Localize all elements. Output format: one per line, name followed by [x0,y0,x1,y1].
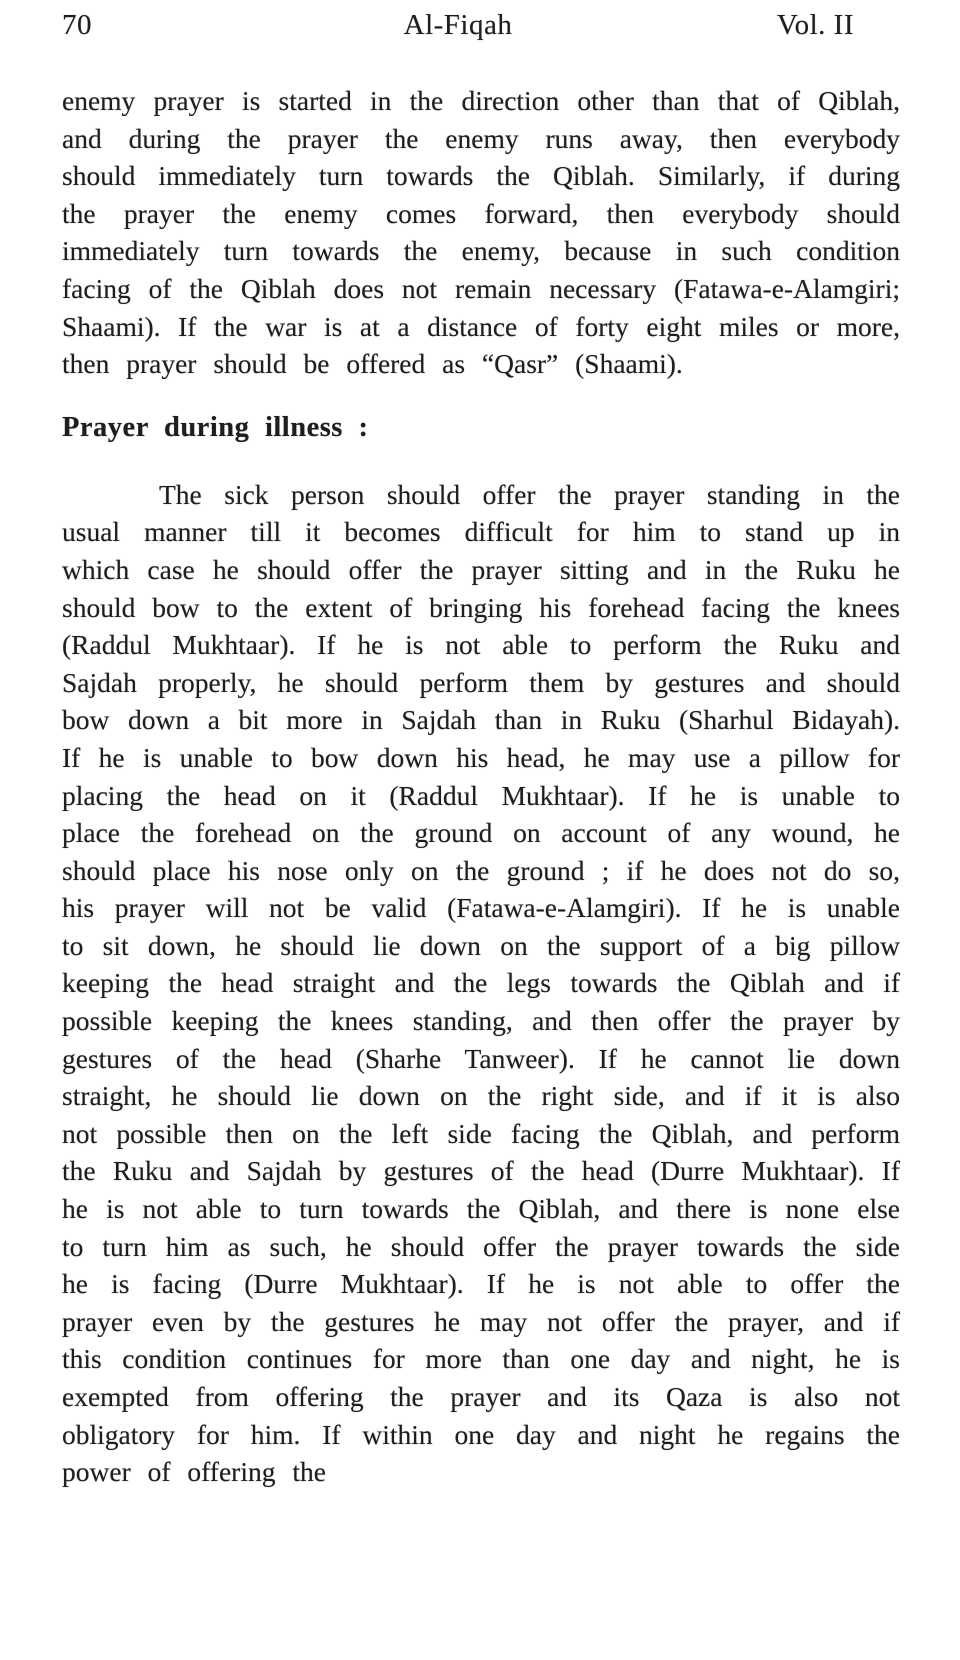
volume-label: Vol. II [776,9,854,41]
book-title: Al-Fiqah [403,9,513,41]
section-heading: Prayer during illness : [62,411,369,443]
page-content [62,82,900,1491]
section-paragraph: The sick person should offer the prayer standing in the usual manner till it becomes difficult for him to stand up in which case he should offer the prayer sitting and in the Ruku he should bow to the extent of bringing his forehead facing the knees (Raddul Mukhtaar). If he is not able to perform the Ruku and Sajdah properly, he should perform them by gestures and should bow down a bit more in Sajdah than in Ruku (Sharhul Bidayah). If he is unable to bow down his head, he may use a pillow for placing the head on it (Raddul Mukhtaar). If he is unable to place the forehead on the ground on account of any wound, he should place his nose only on the ground ; if he does not do so, his prayer will not be valid (Fatawa-e-Alamgiri). If he is unable to sit down, he should lie down on the support of a big pillow keeping the head straight and the legs towards the Qiblah and if possible keeping the knees standing, and then offer the prayer by gestures of the head (Sharhe Tanweer). If he cannot lie down straight, he should lie down on the right side, and if it is also not possible then on the left side facing the Qiblah, and perform the Ruku and Sajdah by gestures of the head (Durre Mukhtaar). If he is not able to turn towards the Qiblah, and there is none else to turn him as such, he should offer the prayer towards the side he is facing (Durre Mukhtaar). If he is not able to offer the prayer even by the gestures he may not offer the prayer, and if this condition continues for more than one day and night, he is exempted from offering the prayer and its Qaza is also not obligatory for him. If within one day and night he regains the power of offering the [62,478,900,1488]
page-number: 70 [62,9,92,41]
continued-paragraph: enemy prayer is started in the direction other than that of Qiblah, and during the prayer the enemy runs away, then everybody should immediately turn towards the Qiblah. Similarly, if during the prayer the enemy comes forward, then everybody should immediately turn towards the enemy, because in such condition facing of the Qiblah does not remain necessary (Fatawa-e-Alamgiri; Shaami). If the war is at a distance of forty eight miles or more, then prayer should be offered as “Qasr” (Shaami). [62,85,900,380]
page-header [0,0,960,42]
